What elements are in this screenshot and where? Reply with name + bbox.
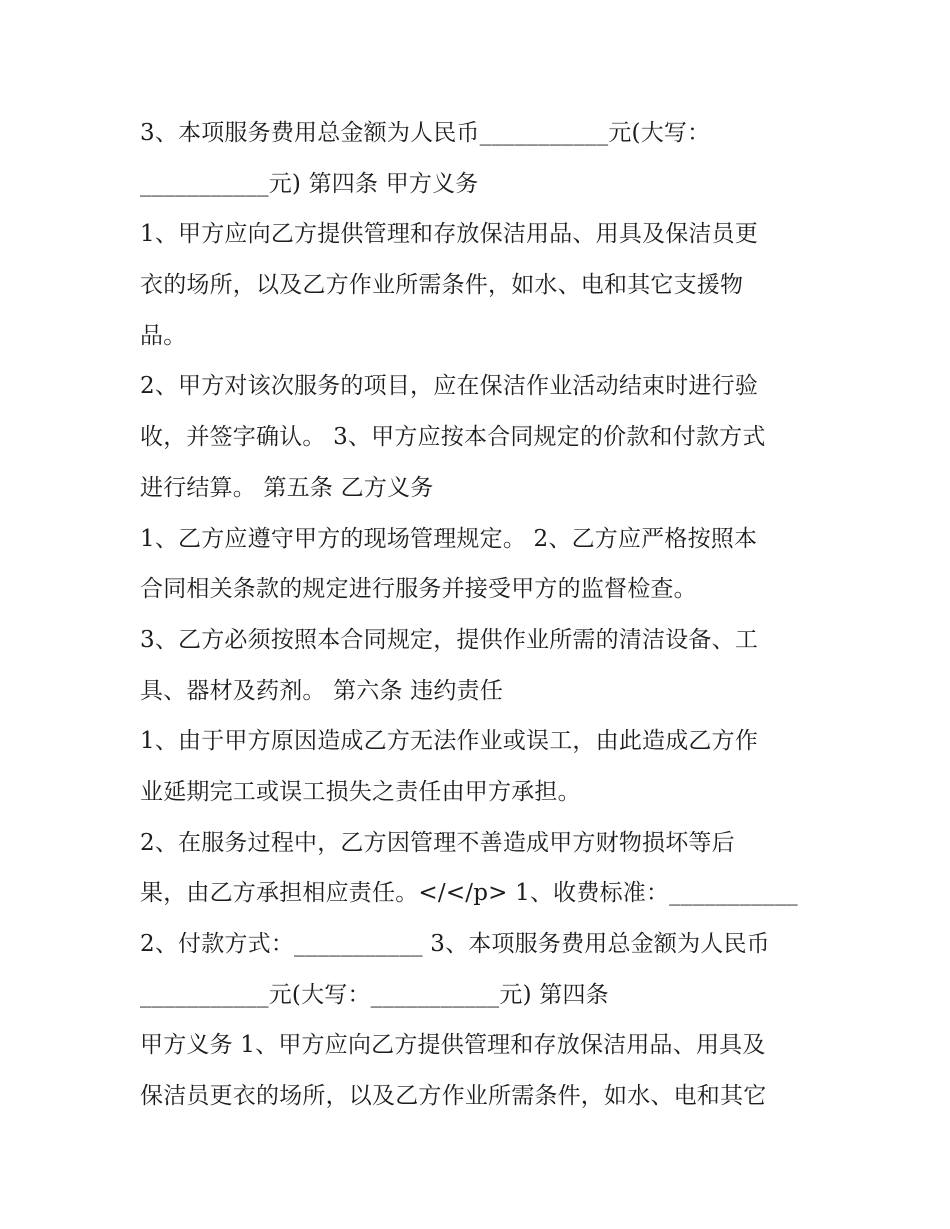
text-line: 2、付款方式：___________ 3、本项服务费用总金额为人民币 [140, 931, 770, 957]
text-line: 果，由乙方承担相应责任。</</p> 1、收费标准：___________ [140, 880, 798, 907]
text-line: 1、由于甲方原因造成乙方无法作业或误工，由此造成乙方作 [140, 728, 759, 755]
text-line: 衣的场所，以及乙方作业所需条件，如水、电和其它支援物 [140, 272, 744, 299]
text-line: 3、本项服务费用总金额为人民币___________元(大写： [140, 120, 711, 146]
text-line: 业延期完工或误工损失之责任由甲方承担。 [140, 778, 581, 805]
text-line: 合同相关条款的规定进行服务并接受甲方的监督检查。 [140, 576, 697, 603]
text-line: 1、乙方应遵守甲方的现场管理规定。 2、乙方应严格按照本 [140, 525, 758, 552]
text-line: 收，并签字确认。 3、甲方应按本合同规定的价款和付款方式 [140, 424, 766, 451]
text-line: ___________元) 第四条 甲方义务 [140, 170, 479, 197]
text-line: 3、乙方必须按照本合同规定，提供作业所需的清洁设备、工 [140, 626, 759, 653]
text-line: 保洁员更衣的场所，以及乙方作业所需条件，如水、电和其它 [140, 1083, 767, 1110]
text-line: 1、甲方应向乙方提供管理和存放保洁用品、用具及保洁员更 [140, 221, 759, 248]
contract-body [140, 108, 830, 1122]
text-line: 品。 [140, 322, 187, 349]
text-line: 具、器材及药剂。 第六条 违约责任 [140, 677, 504, 704]
text-line: 甲方义务 1、甲方应向乙方提供管理和存放保洁用品、用具及 [140, 1032, 766, 1059]
text-line: ___________元(大写：___________元) 第四条 [140, 981, 609, 1008]
text-line: 2、在服务过程中，乙方因管理不善造成甲方财物损坏等后 [140, 829, 735, 856]
text-line: 2、甲方对该次服务的项目，应在保洁作业活动结束时进行验 [140, 373, 759, 400]
text-line: 进行结算。 第五条 乙方义务 [140, 474, 434, 501]
